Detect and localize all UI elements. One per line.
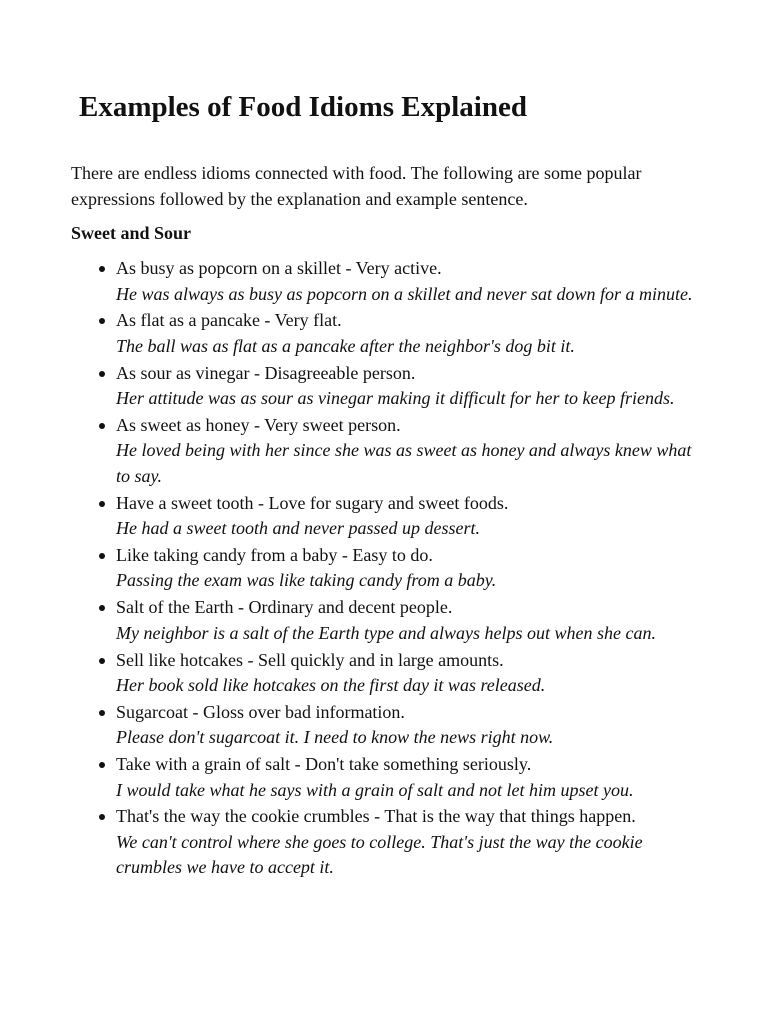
list-item <box>116 804 696 881</box>
idiom-definition: Take with a grain of salt - Don't take something seriously. <box>116 754 532 775</box>
list-item <box>116 752 696 803</box>
bullet-icon <box>99 553 105 559</box>
bullet-icon <box>99 318 105 324</box>
idiom-definition: As flat as a pancake - Very flat. <box>116 310 342 331</box>
idiom-example: Her attitude was as sour as vinegar making it difficult for her to keep friends. <box>116 388 675 409</box>
list-item <box>116 308 696 359</box>
bullet-icon <box>99 814 105 820</box>
list-item <box>116 543 696 594</box>
idiom-example: We can't control where she goes to college. That's just the way the cookie crumbles we have to accept it. <box>116 831 643 878</box>
idiom-definition: As sour as vinegar - Disagreeable person. <box>116 362 416 383</box>
idiom-example: Her book sold like hotcakes on the first day it was released. <box>116 675 546 696</box>
list-item <box>116 256 696 307</box>
list-item <box>116 648 696 699</box>
idiom-definition: As sweet as honey - Very sweet person. <box>116 414 401 435</box>
bullet-icon <box>99 371 105 377</box>
idiom-definition: Have a sweet tooth - Love for sugary and sweet foods. <box>116 492 509 513</box>
idiom-example: He loved being with her since she was as sweet as honey and always knew what to say. <box>116 440 692 486</box>
idiom-definition: Sell like hotcakes - Sell quickly and in large amounts. <box>116 649 504 670</box>
idiom-example: He had a sweet tooth and never passed up dessert. <box>116 518 480 539</box>
idiom-definition: As busy as popcorn on a skillet - Very active. <box>116 258 442 278</box>
list-item <box>116 700 696 751</box>
idiom-definition: Sugarcoat - Gloss over bad information. <box>116 701 405 722</box>
bullet-icon <box>99 658 105 664</box>
bullet-icon <box>99 605 105 611</box>
bullet-icon <box>99 423 105 429</box>
idiom-list <box>71 256 696 881</box>
bullet-icon <box>99 266 105 272</box>
idiom-example: My neighbor is a salt of the Earth type and always helps out when she can. <box>116 622 656 643</box>
idiom-example: I would take what he says with a grain of salt and not let him upset you. <box>116 779 634 800</box>
idiom-definition: Salt of the Earth - Ordinary and decent people. <box>116 597 453 618</box>
intro-paragraph: There are endless idioms connected with food. The following are some popular expressions followed by the explanation and example sentence. <box>71 163 642 209</box>
idiom-example: He was always as busy as popcorn on a skillet and never sat down for a minute. <box>116 283 693 304</box>
bullet-icon <box>99 762 105 768</box>
idiom-example: Please don't sugarcoat it. I need to know the news right now. <box>116 727 554 748</box>
page-title: Examples of Food Idioms Explained <box>79 91 527 123</box>
section-heading: Sweet and Sour <box>71 223 192 243</box>
idiom-definition: That's the way the cookie crumbles - That is the way that things happen. <box>116 806 636 827</box>
idiom-example: Passing the exam was like taking candy from a baby. <box>116 570 497 591</box>
bullet-icon <box>99 501 105 507</box>
idiom-example: The ball was as flat as a pancake after the neighbor's dog bit it. <box>116 335 575 356</box>
idiom-definition: Like taking candy from a baby - Easy to do. <box>116 544 433 565</box>
list-item <box>116 595 696 646</box>
bullet-icon <box>99 710 105 716</box>
list-item <box>116 491 696 542</box>
list-item <box>116 413 696 490</box>
list-item <box>116 361 696 412</box>
